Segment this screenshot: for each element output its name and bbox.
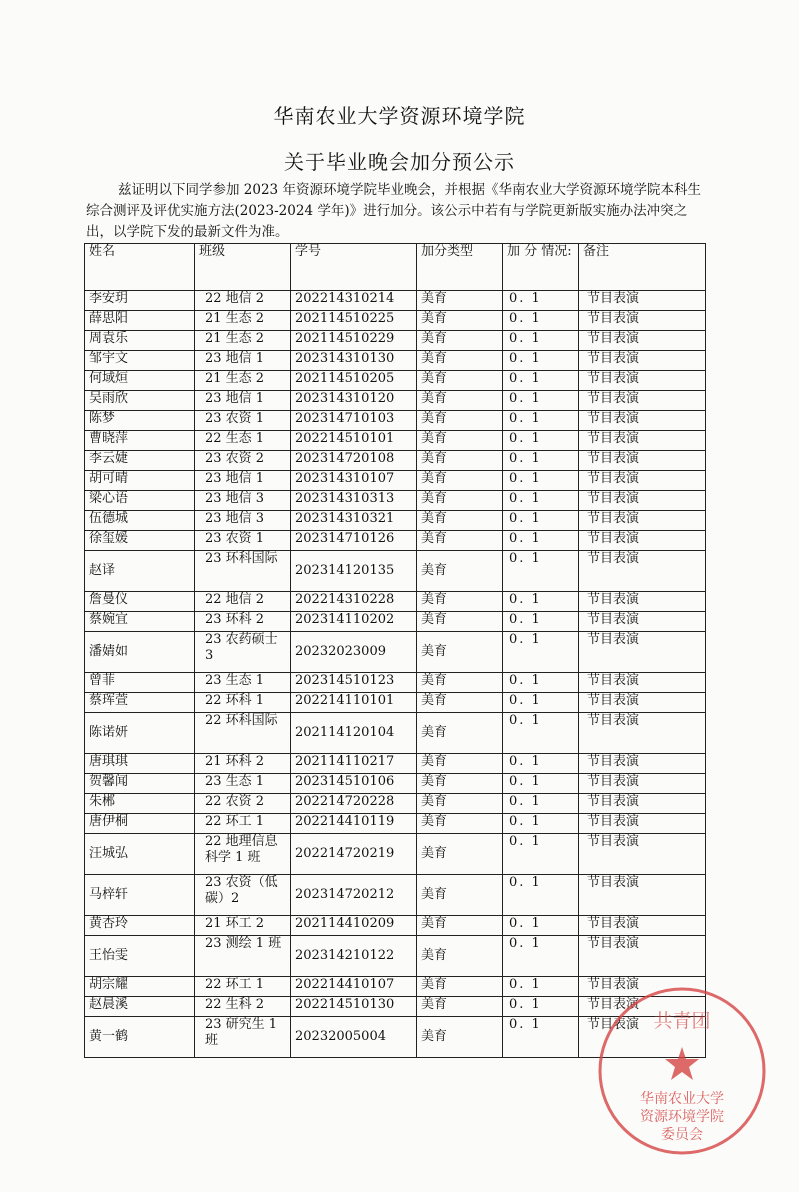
cell-bonus-amount: 0. 1 — [503, 511, 579, 531]
cell-bonus-amount: 0. 1 — [503, 592, 579, 612]
cell-name: 曹晓萍 — [85, 431, 195, 451]
cell-bonus-amount: 0. 1 — [503, 531, 579, 551]
cell-bonus-amount: 0. 1 — [503, 916, 579, 936]
cell-name: 黄杏玲 — [85, 916, 195, 936]
cell-bonus-amount: 0. 1 — [503, 754, 579, 774]
cell-remarks: 节目表演 — [579, 491, 706, 511]
cell-name: 何域烜 — [85, 371, 195, 391]
cell-remarks: 节目表演 — [579, 291, 706, 311]
cell-bonus-type: 美育 — [417, 291, 503, 311]
cell-name: 詹曼仪 — [85, 592, 195, 612]
cell-bonus-amount: 0. 1 — [503, 612, 579, 632]
svg-text:资源环境学院: 资源环境学院 — [640, 1109, 724, 1125]
cell-class: 21 生态 2 — [195, 371, 291, 391]
cell-bonus-amount: 0. 1 — [503, 551, 579, 592]
table-row — [85, 673, 706, 693]
cell-class: 22 农资 2 — [195, 794, 291, 814]
cell-bonus-type: 美育 — [417, 531, 503, 551]
cell-class: 22 生态 1 — [195, 431, 291, 451]
cell-remarks: 节目表演 — [579, 977, 706, 997]
cell-remarks: 节目表演 — [579, 471, 706, 491]
table-row — [85, 713, 706, 754]
cell-bonus-amount: 0. 1 — [503, 814, 579, 834]
cell-bonus-amount: 0. 1 — [503, 391, 579, 411]
cell-name: 陈梦 — [85, 411, 195, 431]
cell-student-id: 202214510130 — [291, 997, 417, 1017]
table-row — [85, 551, 706, 592]
cell-name: 曾菲 — [85, 673, 195, 693]
cell-student-id: 20232023009 — [291, 632, 417, 673]
cell-remarks: 节目表演 — [579, 916, 706, 936]
cell-class: 23 地信 1 — [195, 351, 291, 371]
cell-bonus-type: 美育 — [417, 916, 503, 936]
cell-bonus-amount: 0. 1 — [503, 936, 579, 977]
cell-bonus-type: 美育 — [417, 977, 503, 997]
cell-bonus-amount: 0. 1 — [503, 431, 579, 451]
cell-class: 23 环科 2 — [195, 612, 291, 632]
cell-class: 23 农资 2 — [195, 451, 291, 471]
cell-bonus-amount: 0. 1 — [503, 451, 579, 471]
header-student-id: 学号 — [291, 244, 417, 291]
cell-bonus-type: 美育 — [417, 391, 503, 411]
cell-class: 23 研究生 1 班 — [195, 1017, 291, 1058]
cell-name: 邹宇文 — [85, 351, 195, 371]
cell-student-id: 202214720219 — [291, 834, 417, 875]
cell-bonus-type: 美育 — [417, 693, 503, 713]
cell-remarks: 节目表演 — [579, 411, 706, 431]
cell-name: 陈诺妍 — [85, 713, 195, 754]
cell-student-id: 202214110101 — [291, 693, 417, 713]
cell-student-id: 202314710103 — [291, 411, 417, 431]
cell-student-id: 202314310107 — [291, 471, 417, 491]
header-bonus-type: 加分类型 — [417, 244, 503, 291]
cell-remarks: 节目表演 — [579, 875, 706, 916]
table-row — [85, 754, 706, 774]
cell-name: 唐伊桐 — [85, 814, 195, 834]
cell-student-id: 202314120135 — [291, 551, 417, 592]
cell-class: 23 生态 1 — [195, 673, 291, 693]
table-row — [85, 875, 706, 916]
cell-student-id: 202314310130 — [291, 351, 417, 371]
cell-student-id: 202214410119 — [291, 814, 417, 834]
cell-remarks: 节目表演 — [579, 431, 706, 451]
cell-name: 徐玺媛 — [85, 531, 195, 551]
cell-bonus-type: 美育 — [417, 612, 503, 632]
cell-student-id: 202314720108 — [291, 451, 417, 471]
cell-bonus-type: 美育 — [417, 351, 503, 371]
official-seal-stamp — [596, 985, 768, 1157]
table-row — [85, 936, 706, 977]
cell-name: 李安玥 — [85, 291, 195, 311]
cell-name: 赵译 — [85, 551, 195, 592]
cell-class: 22 生科 2 — [195, 997, 291, 1017]
cell-class: 21 生态 2 — [195, 311, 291, 331]
cell-student-id: 202314310120 — [291, 391, 417, 411]
cell-class: 22 环工 1 — [195, 814, 291, 834]
cell-bonus-type: 美育 — [417, 774, 503, 794]
table-row — [85, 632, 706, 673]
table-row — [85, 331, 706, 351]
cell-bonus-type: 美育 — [417, 875, 503, 916]
cell-class: 23 地信 3 — [195, 491, 291, 511]
document-subtitle: 关于毕业晚会加分预公示 — [284, 150, 515, 174]
cell-student-id: 202214410107 — [291, 977, 417, 997]
cell-class: 23 农资（低碳）2 — [195, 875, 291, 916]
cell-bonus-type: 美育 — [417, 1017, 503, 1058]
cell-name: 吴雨欣 — [85, 391, 195, 411]
cell-student-id: 202314510123 — [291, 673, 417, 693]
header-name: 姓名 — [85, 244, 195, 291]
cell-class: 22 环科 1 — [195, 693, 291, 713]
cell-remarks: 节目表演 — [579, 814, 706, 834]
cell-class: 23 地信 1 — [195, 391, 291, 411]
cell-student-id: 202314310313 — [291, 491, 417, 511]
table-row — [85, 916, 706, 936]
cell-bonus-amount: 0. 1 — [503, 977, 579, 997]
cell-class: 23 环科国际 — [195, 551, 291, 592]
cell-student-id: 202114510205 — [291, 371, 417, 391]
cell-name: 王怡雯 — [85, 936, 195, 977]
table-row — [85, 834, 706, 875]
cell-remarks: 节目表演 — [579, 1017, 706, 1058]
cell-bonus-type: 美育 — [417, 371, 503, 391]
cell-class: 23 地信 3 — [195, 511, 291, 531]
table-row — [85, 693, 706, 713]
table-row — [85, 592, 706, 612]
cell-student-id: 20232005004 — [291, 1017, 417, 1058]
cell-student-id: 202114510229 — [291, 331, 417, 351]
cell-bonus-amount: 0. 1 — [503, 875, 579, 916]
cell-student-id: 202214310228 — [291, 592, 417, 612]
cell-remarks: 节目表演 — [579, 997, 706, 1017]
cell-remarks: 节目表演 — [579, 531, 706, 551]
table-row — [85, 431, 706, 451]
cell-class: 21 生态 2 — [195, 331, 291, 351]
cell-bonus-type: 美育 — [417, 936, 503, 977]
cell-bonus-amount: 0. 1 — [503, 693, 579, 713]
cell-bonus-type: 美育 — [417, 632, 503, 673]
cell-bonus-type: 美育 — [417, 431, 503, 451]
table-body — [85, 291, 706, 1058]
cell-student-id: 202314720212 — [291, 875, 417, 916]
cell-bonus-amount: 0. 1 — [503, 632, 579, 673]
table-row — [85, 612, 706, 632]
table-row — [85, 774, 706, 794]
table-row — [85, 794, 706, 814]
table-row — [85, 311, 706, 331]
cell-bonus-amount: 0. 1 — [503, 471, 579, 491]
cell-student-id: 202314110202 — [291, 612, 417, 632]
cell-student-id: 202214310214 — [291, 291, 417, 311]
cell-remarks: 节目表演 — [579, 331, 706, 351]
header-bonus-amount: 加 分 情况: — [503, 244, 579, 291]
cell-bonus-type: 美育 — [417, 451, 503, 471]
cell-remarks: 节目表演 — [579, 754, 706, 774]
cell-name: 贺馨闻 — [85, 774, 195, 794]
cell-bonus-type: 美育 — [417, 411, 503, 431]
cell-name: 朱郴 — [85, 794, 195, 814]
cell-remarks: 节目表演 — [579, 936, 706, 977]
cell-bonus-amount: 0. 1 — [503, 997, 579, 1017]
table-header-row — [85, 244, 706, 291]
cell-class: 23 生态 1 — [195, 774, 291, 794]
cell-class: 23 农药硕士 3 — [195, 632, 291, 673]
cell-class: 23 农资 1 — [195, 531, 291, 551]
cell-bonus-amount: 0. 1 — [503, 794, 579, 814]
cell-remarks: 节目表演 — [579, 551, 706, 592]
cell-bonus-type: 美育 — [417, 511, 503, 531]
cell-bonus-amount: 0. 1 — [503, 1017, 579, 1058]
cell-bonus-amount: 0. 1 — [503, 291, 579, 311]
cell-class: 22 地信 2 — [195, 291, 291, 311]
cell-bonus-amount: 0. 1 — [503, 713, 579, 754]
cell-student-id: 202114510225 — [291, 311, 417, 331]
cell-student-id: 202214510101 — [291, 431, 417, 451]
table-row — [85, 511, 706, 531]
cell-class: 21 环科 2 — [195, 754, 291, 774]
cell-remarks: 节目表演 — [579, 511, 706, 531]
svg-text:华南农业大学: 华南农业大学 — [640, 1091, 724, 1107]
cell-bonus-amount: 0. 1 — [503, 311, 579, 331]
cell-student-id: 202314510106 — [291, 774, 417, 794]
svg-text:委员会: 委员会 — [661, 1127, 703, 1143]
cell-bonus-type: 美育 — [417, 311, 503, 331]
cell-remarks: 节目表演 — [579, 612, 706, 632]
table-row — [85, 291, 706, 311]
cell-class: 23 测绘 1 班 — [195, 936, 291, 977]
cell-student-id: 202114120104 — [291, 713, 417, 754]
cell-remarks: 节目表演 — [579, 632, 706, 673]
cell-bonus-type: 美育 — [417, 491, 503, 511]
table-row — [85, 411, 706, 431]
bonus-table — [84, 243, 706, 1058]
cell-remarks: 节目表演 — [579, 351, 706, 371]
cell-bonus-amount: 0. 1 — [503, 351, 579, 371]
cell-student-id: 202314310321 — [291, 511, 417, 531]
table-row — [85, 371, 706, 391]
cell-bonus-amount: 0. 1 — [503, 491, 579, 511]
cell-name: 蔡珲萱 — [85, 693, 195, 713]
cell-bonus-type: 美育 — [417, 754, 503, 774]
cell-bonus-type: 美育 — [417, 331, 503, 351]
cell-bonus-type: 美育 — [417, 814, 503, 834]
cell-student-id: 202314210122 — [291, 936, 417, 977]
cell-class: 22 地理信息科学 1 班 — [195, 834, 291, 875]
cell-remarks: 节目表演 — [579, 713, 706, 754]
table-row — [85, 814, 706, 834]
header-class: 班级 — [195, 244, 291, 291]
cell-remarks: 节目表演 — [579, 592, 706, 612]
cell-class: 21 环工 2 — [195, 916, 291, 936]
cell-remarks: 节目表演 — [579, 834, 706, 875]
cell-student-id: 202314710126 — [291, 531, 417, 551]
cell-name: 赵晨溪 — [85, 997, 195, 1017]
cell-student-id: 202214720228 — [291, 794, 417, 814]
cell-student-id: 202114110217 — [291, 754, 417, 774]
cell-bonus-type: 美育 — [417, 673, 503, 693]
cell-name: 薛思阳 — [85, 311, 195, 331]
table-row — [85, 451, 706, 471]
cell-remarks: 节目表演 — [579, 391, 706, 411]
svg-text:共青团: 共青团 — [653, 1010, 711, 1032]
cell-remarks: 节目表演 — [579, 673, 706, 693]
cell-bonus-type: 美育 — [417, 834, 503, 875]
cell-bonus-amount: 0. 1 — [503, 774, 579, 794]
cell-name: 黄一鹤 — [85, 1017, 195, 1058]
cell-class: 23 地信 1 — [195, 471, 291, 491]
cell-name: 胡可晴 — [85, 471, 195, 491]
cell-name: 胡宗耀 — [85, 977, 195, 997]
cell-student-id: 202114410209 — [291, 916, 417, 936]
cell-class: 22 地信 2 — [195, 592, 291, 612]
cell-bonus-amount: 0. 1 — [503, 673, 579, 693]
cell-remarks: 节目表演 — [579, 693, 706, 713]
cell-remarks: 节目表演 — [579, 774, 706, 794]
cell-name: 梁心语 — [85, 491, 195, 511]
intro-paragraph: 兹证明以下同学参加 2023 年资源环境学院毕业晚会，并根据《华南农业大学资源环境学院本科生综合测评及评优实施方法(2023-2024 学年)》进行加分。该公示中若有与学院更新版实施办法冲突之出，以学院下发的最新文件为准。 — [86, 182, 701, 240]
cell-bonus-type: 美育 — [417, 592, 503, 612]
cell-name: 唐琪琪 — [85, 754, 195, 774]
header-remarks: 备注 — [579, 244, 706, 291]
cell-class: 22 环工 1 — [195, 977, 291, 997]
cell-name: 周袁乐 — [85, 331, 195, 351]
table-row — [85, 391, 706, 411]
cell-remarks: 节目表演 — [579, 311, 706, 331]
table-row — [85, 351, 706, 371]
cell-class: 22 环科国际 — [195, 713, 291, 754]
cell-name: 蔡婉宜 — [85, 612, 195, 632]
cell-name: 李云婕 — [85, 451, 195, 471]
cell-bonus-type: 美育 — [417, 471, 503, 491]
cell-remarks: 节目表演 — [579, 371, 706, 391]
cell-remarks: 节目表演 — [579, 451, 706, 471]
cell-bonus-type: 美育 — [417, 713, 503, 754]
cell-bonus-amount: 0. 1 — [503, 411, 579, 431]
document-title: 华南农业大学资源环境学院 — [273, 104, 526, 128]
cell-name: 马梓轩 — [85, 875, 195, 916]
cell-bonus-type: 美育 — [417, 794, 503, 814]
cell-bonus-type: 美育 — [417, 997, 503, 1017]
cell-bonus-amount: 0. 1 — [503, 834, 579, 875]
cell-class: 23 农资 1 — [195, 411, 291, 431]
table-row — [85, 471, 706, 491]
cell-name: 潘婧如 — [85, 632, 195, 673]
cell-bonus-amount: 0. 1 — [503, 331, 579, 351]
cell-remarks: 节目表演 — [579, 794, 706, 814]
cell-bonus-amount: 0. 1 — [503, 371, 579, 391]
cell-name: 伍德城 — [85, 511, 195, 531]
cell-name: 汪城弘 — [85, 834, 195, 875]
table-row — [85, 531, 706, 551]
table-row — [85, 491, 706, 511]
cell-bonus-type: 美育 — [417, 551, 503, 592]
